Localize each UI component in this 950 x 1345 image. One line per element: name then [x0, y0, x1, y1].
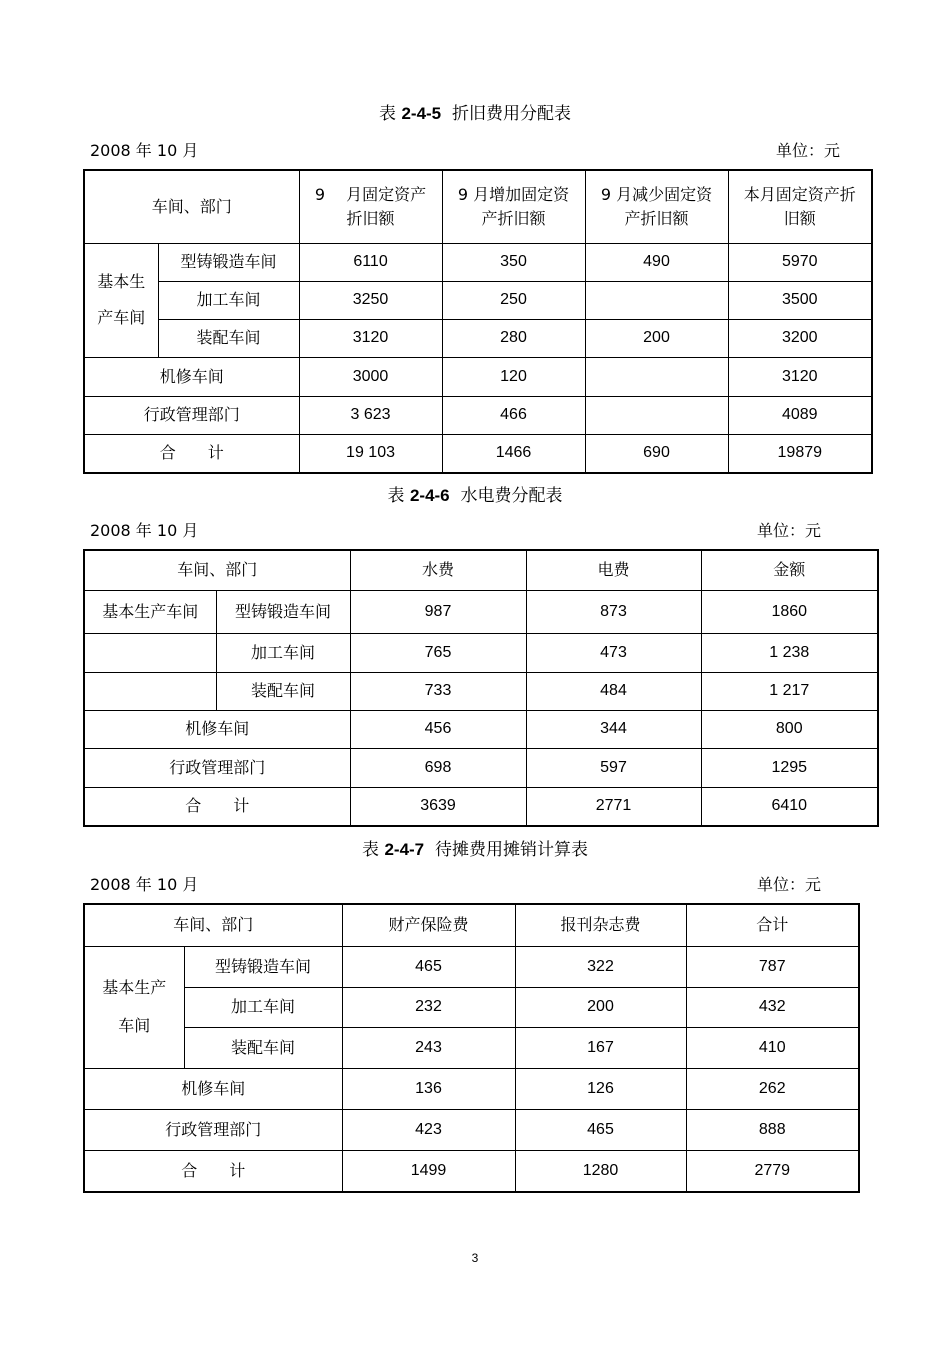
- table-row: [84, 243, 872, 281]
- table-cell: 3000: [299, 357, 442, 396]
- row-label: 行政管理部门: [84, 396, 299, 434]
- table1-header-col3: 9 月减少固定资产折旧额: [585, 170, 728, 243]
- row-label: 装配车间: [158, 319, 299, 357]
- table3-caption-prefix: 表: [362, 840, 380, 860]
- row-label: 加工车间: [184, 987, 342, 1027]
- table3-prepaid: [83, 903, 860, 1193]
- table-cell: 5970: [728, 243, 872, 281]
- table1-header-col4: 本月固定资产折旧额: [728, 170, 872, 243]
- table2-header-row: [84, 550, 878, 590]
- table-row: [84, 987, 859, 1027]
- table-cell: 4089: [728, 396, 872, 434]
- table-cell: 733: [350, 672, 526, 710]
- table-cell: 19879: [728, 434, 872, 473]
- table1-caption: [0, 99, 950, 124]
- table-row: [84, 357, 872, 396]
- table-cell: 3120: [728, 357, 872, 396]
- table-cell: 200: [515, 987, 686, 1027]
- row-label: 型铸锻造车间: [184, 946, 342, 987]
- row-label: 行政管理部门: [84, 748, 350, 787]
- table-cell: 1499: [342, 1150, 515, 1192]
- row-label: 装配车间: [216, 672, 350, 710]
- table-cell: 2771: [526, 787, 701, 826]
- table-cell: 484: [526, 672, 701, 710]
- table3-header-col1: 财产保险费: [342, 904, 515, 946]
- page-number: 3: [471, 1251, 479, 1265]
- table3-group-label: 基本生产车间: [84, 946, 184, 1068]
- table-cell: [585, 281, 728, 319]
- table-cell: 6110: [299, 243, 442, 281]
- table-cell: 690: [585, 434, 728, 473]
- row-label: 装配车间: [184, 1027, 342, 1068]
- table1-caption-prefix: 表: [379, 104, 397, 124]
- table-cell: 350: [442, 243, 585, 281]
- table-cell: 136: [342, 1068, 515, 1109]
- table2-header-col1: 水费: [350, 550, 526, 590]
- table2-date: 2008 年 10 月: [90, 521, 199, 540]
- table-cell: 2779: [686, 1150, 859, 1192]
- table-cell: 322: [515, 946, 686, 987]
- table-row: [84, 281, 872, 319]
- table-cell: 3639: [350, 787, 526, 826]
- row-label: 型铸锻造车间: [216, 590, 350, 633]
- table1-header-col1: 9 月固定资产折旧额: [299, 170, 442, 243]
- table3-header-col3: 合计: [686, 904, 859, 946]
- table2-caption: [0, 481, 950, 506]
- table1-depreciation: [83, 169, 873, 474]
- table-row: [84, 590, 878, 633]
- table2-caption-number: 2-4-6: [409, 486, 450, 505]
- table2-utilities: [83, 549, 879, 827]
- table-row: [84, 672, 878, 710]
- table3-caption-title: 待摊费用摊销计算表: [434, 840, 588, 860]
- table-cell: 250: [442, 281, 585, 319]
- table-cell: 765: [350, 633, 526, 672]
- table-cell: 597: [526, 748, 701, 787]
- table-cell: 1295: [701, 748, 878, 787]
- table3-header-row: [84, 904, 859, 946]
- row-label: 合 计: [84, 1150, 342, 1192]
- table2-caption-title: 水电费分配表: [460, 486, 563, 506]
- table1-unit: 单位：元: [776, 141, 841, 160]
- table-cell: 1860: [701, 590, 878, 633]
- row-label: 机修车间: [84, 1068, 342, 1109]
- table-cell: 466: [442, 396, 585, 434]
- table-cell: 19 103: [299, 434, 442, 473]
- table2-group-label: 基本生产车间: [84, 590, 216, 633]
- table-cell: 262: [686, 1068, 859, 1109]
- table1-header-row: [84, 170, 872, 243]
- table1-caption-title: 折旧费用分配表: [451, 104, 571, 124]
- table-cell: 232: [342, 987, 515, 1027]
- table2-unit: 单位：元: [757, 521, 822, 540]
- empty-cell: [84, 633, 216, 672]
- table-row-total: [84, 1150, 859, 1192]
- table-row: [84, 633, 878, 672]
- table3-unit: 单位：元: [757, 875, 822, 894]
- table3-date: 2008 年 10 月: [90, 875, 199, 894]
- table-row: [84, 1027, 859, 1068]
- table-cell: 1280: [515, 1150, 686, 1192]
- table-row-total: [84, 787, 878, 826]
- table-cell: 3500: [728, 281, 872, 319]
- table-cell: 243: [342, 1027, 515, 1068]
- table-row: [84, 1109, 859, 1150]
- table-cell: 423: [342, 1109, 515, 1150]
- row-label: 合 计: [84, 434, 299, 473]
- table-cell: 120: [442, 357, 585, 396]
- table-cell: 456: [350, 710, 526, 748]
- table-cell: 873: [526, 590, 701, 633]
- table-cell: 1 217: [701, 672, 878, 710]
- table-cell: 473: [526, 633, 701, 672]
- table-cell: 987: [350, 590, 526, 633]
- table1-date: 2008 年 10 月: [90, 141, 199, 160]
- table2-header-col2: 电费: [526, 550, 701, 590]
- table-cell: 432: [686, 987, 859, 1027]
- table1-group-label: 基本生产车间: [84, 243, 158, 357]
- table3-caption-number: 2-4-7: [384, 840, 425, 859]
- row-label: 加工车间: [216, 633, 350, 672]
- table-cell: 465: [515, 1109, 686, 1150]
- table-cell: 787: [686, 946, 859, 987]
- table2-header-col3: 金额: [701, 550, 878, 590]
- table-cell: 200: [585, 319, 728, 357]
- table-cell: [585, 396, 728, 434]
- table-row: [84, 1068, 859, 1109]
- row-label: 型铸锻造车间: [158, 243, 299, 281]
- table-cell: 6410: [701, 787, 878, 826]
- table1-header-dept: 车间、部门: [84, 170, 299, 243]
- table-cell: 126: [515, 1068, 686, 1109]
- table-cell: [585, 357, 728, 396]
- table-cell: 167: [515, 1027, 686, 1068]
- table1-header-col2: 9 月增加固定资产折旧额: [442, 170, 585, 243]
- table-row: [84, 396, 872, 434]
- table-cell: 280: [442, 319, 585, 357]
- table-cell: 888: [686, 1109, 859, 1150]
- table-cell: 344: [526, 710, 701, 748]
- table-cell: 1 238: [701, 633, 878, 672]
- table-cell: 410: [686, 1027, 859, 1068]
- empty-cell: [84, 672, 216, 710]
- table-row: [84, 946, 859, 987]
- table-cell: 3 623: [299, 396, 442, 434]
- table2-header-dept: 车间、部门: [84, 550, 350, 590]
- table-cell: 1466: [442, 434, 585, 473]
- table-row: [84, 748, 878, 787]
- table-row-total: [84, 434, 872, 473]
- table3-caption: [0, 835, 950, 860]
- table-cell: 490: [585, 243, 728, 281]
- table-row: [84, 319, 872, 357]
- row-label: 机修车间: [84, 357, 299, 396]
- table-cell: 698: [350, 748, 526, 787]
- table-cell: 3250: [299, 281, 442, 319]
- table-cell: 465: [342, 946, 515, 987]
- row-label: 合 计: [84, 787, 350, 826]
- row-label: 加工车间: [158, 281, 299, 319]
- table2-caption-prefix: 表: [387, 486, 405, 506]
- table-row: [84, 710, 878, 748]
- table-cell: 3200: [728, 319, 872, 357]
- table3-header-dept: 车间、部门: [84, 904, 342, 946]
- table-cell: 3120: [299, 319, 442, 357]
- row-label: 机修车间: [84, 710, 350, 748]
- table1-caption-number: 2-4-5: [401, 104, 442, 123]
- table3-header-col2: 报刊杂志费: [515, 904, 686, 946]
- row-label: 行政管理部门: [84, 1109, 342, 1150]
- table-cell: 800: [701, 710, 878, 748]
